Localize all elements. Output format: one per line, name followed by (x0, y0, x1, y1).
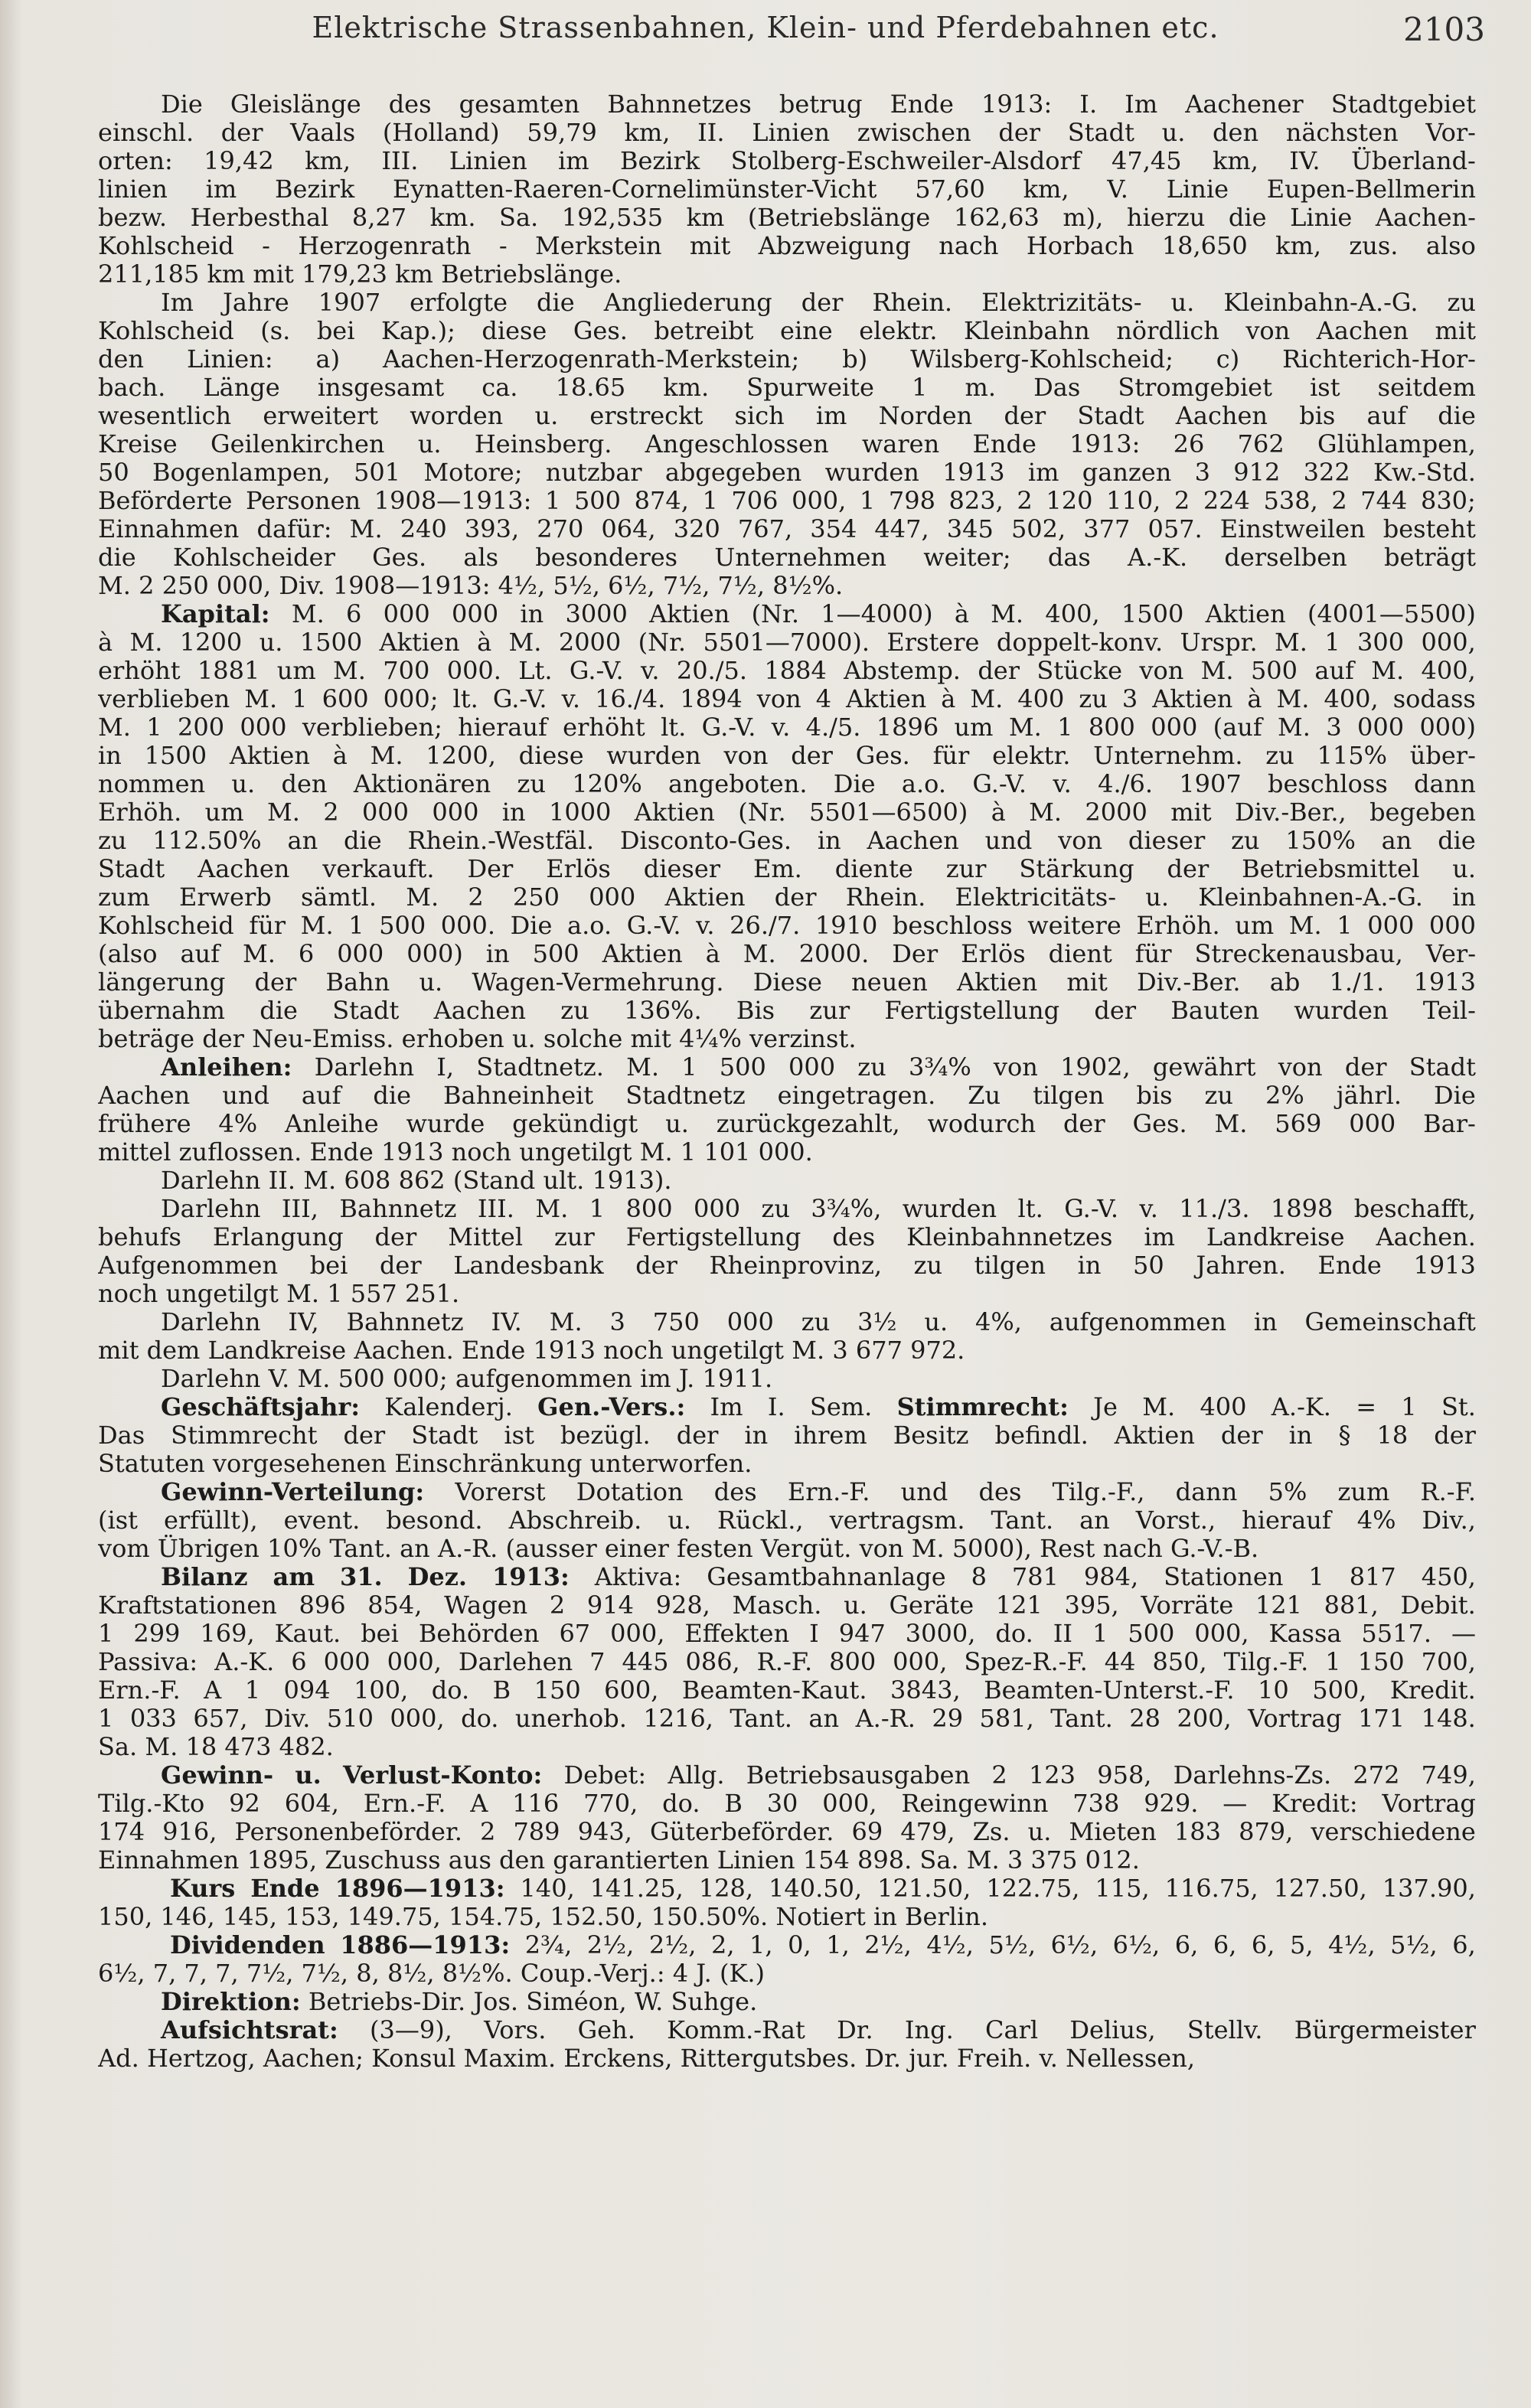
text-line: übernahm die Stadt Aachen zu 136%. Bis zur Fertigstellung der Bauten wurden Teil- (98, 997, 1476, 1025)
text-line: Einnahmen 1895, Zuschuss aus den garantierten Linien 154 898. Sa. M. 3 375 012. (98, 1846, 1140, 1875)
text-line: einschl. der Vaals (Holland) 59,79 km, II. Linien zwischen der Stadt u. den nächsten Vor- (98, 119, 1476, 147)
text-line: Kreise Geilenkirchen u. Heinsberg. Angeschlossen waren Ende 1913: 26 762 Glühlampen, (98, 430, 1476, 458)
text-line: bach. Länge insgesamt ca. 18.65 km. Spurweite 1 m. Das Stromgebiet ist seitdem (98, 374, 1476, 402)
text-line: mittel zuflossen. Ende 1913 noch ungetilgt M. 1 101 000. (98, 1138, 813, 1166)
text-line: erhöht 1881 um M. 700 000. Lt. G.-V. v. 20./5. 1884 Abstemp. der Stücke von M. 500 auf M. 400, (98, 657, 1476, 685)
text-line: zu 112.50% an die Rhein.-Westfäl. Disconto-Ges. in Aachen und von dieser zu 150% an die (98, 827, 1476, 855)
text-line: Darlehn V. M. 500 000; aufgenommen im J. 1911. (161, 1365, 773, 1393)
running-header (0, 11, 1531, 49)
text-line: 50 Bogenlampen, 501 Motore; nutzbar abgegeben wurden 1913 im ganzen 3 912 322 Kw.-Std. (98, 458, 1476, 487)
text-line: Darlehn III, Bahnnetz III. M. 1 800 000 zu 3¾%, wurden lt. G.-V. v. 11./3. 1898 beschafft, (161, 1195, 1476, 1223)
text-line: frühere 4% Anleihe wurde gekündigt u. zurückgezahlt, wodurch der Ges. M. 569 000 Bar- (98, 1110, 1476, 1138)
text-line: Die Gleislänge des gesamten Bahnnetzes betrug Ende 1913: I. Im Aachener Stadtgebiet (161, 90, 1476, 119)
text-line: (ist erfüllt), event. besond. Abschreib. u. Rückl., vertragsm. Tant. an Vorst., hierauf 4% Div., (98, 1506, 1476, 1535)
text-line: Kraftstationen 896 854, Wagen 2 914 928, Masch. u. Geräte 121 395, Vorräte 121 881, Debit. (98, 1591, 1476, 1620)
page-number: 2103 (1403, 11, 1485, 48)
text-line: Darlehn II. M. 608 862 (Stand ult. 1913). (161, 1166, 672, 1195)
text-line: Ad. Hertzog, Aachen; Konsul Maxim. Erckens, Rittergutsbes. Dr. jur. Freih. v. Nellessen, (98, 2044, 1195, 2073)
text-line: längerung der Bahn u. Wagen-Vermehrung. Diese neuen Aktien mit Div.-Ber. ab 1./1. 1913 (98, 968, 1476, 997)
text-line: Dividenden 1886—1913: 2¾, 2½, 2½, 2, 1, 0, 1, 2½, 4½, 5½, 6½, 6½, 6, 6, 6, 5, 4½, 5½, 6, (170, 1931, 1476, 1959)
text-line: Stadt Aachen verkauft. Der Erlös dieser Em. diente zur Stärkung der Betriebsmittel u. (98, 855, 1476, 883)
text-line: (also auf M. 6 000 000) in 500 Aktien à M. 2000. Der Erlös dient für Streckenausbau, Ver- (98, 940, 1476, 968)
text-line: nommen u. den Aktionären zu 120% angeboten. Die a.o. G.-V. v. 4./6. 1907 beschloss dann (98, 770, 1476, 798)
text-line: Kurs Ende 1896—1913: 140, 141.25, 128, 140.50, 121.50, 122.75, 115, 116.75, 127.50, 137.90, (170, 1875, 1476, 1903)
text-line: Ern.-F. A 1 094 100, do. B 150 600, Beamten-Kaut. 3843, Beamten-Unterst.-F. 10 500, Kredit. (98, 1676, 1476, 1705)
text-line: Darlehn IV, Bahnnetz IV. M. 3 750 000 zu 3½ u. 4%, aufgenommen in Gemeinschaft (161, 1308, 1476, 1336)
text-line: 1 299 169, Kaut. bei Behörden 67 000, Effekten I 947 3000, do. II 1 500 000, Kassa 5517. — (98, 1620, 1476, 1648)
text-line: vom Übrigen 10% Tant. an A.-R. (ausser einer festen Vergüt. von M. 5000), Rest nach G.-V.-B. (98, 1535, 1259, 1563)
text-line: Geschäftsjahr: Kalenderj. Gen.-Vers.: Im I. Sem. Stimmrecht: Je M. 400 A.-K. = 1 St. (161, 1393, 1476, 1421)
text-line: M. 2 250 000, Div. 1908—1913: 4½, 5½, 6½, 7½, 7½, 8½%. (98, 572, 844, 600)
text-line: behufs Erlangung der Mittel zur Fertigstellung des Kleinbahnnetzes im Landkreise Aachen. (98, 1223, 1476, 1251)
text-line: Aufgenommen bei der Landesbank der Rheinprovinz, zu tilgen in 50 Jahren. Ende 1913 (98, 1251, 1476, 1280)
text-line: Im Jahre 1907 erfolgte die Angliederung der Rhein. Elektrizitäts- u. Kleinbahn-A.-G. zu (161, 289, 1476, 317)
text-line: M. 1 200 000 verblieben; hierauf erhöht lt. G.-V. v. 4./5. 1896 um M. 1 800 000 (auf M. 3 000 000) (98, 713, 1476, 742)
text-line: verblieben M. 1 600 000; lt. G.-V. v. 16./4. 1894 von 4 Aktien à M. 400 zu 3 Aktien à M. 400, sodass (98, 685, 1476, 713)
text-line: den Linien: a) Aachen-Herzogenrath-Merkstein; b) Wilsberg-Kohlscheid; c) Richterich-Hor- (98, 345, 1476, 374)
text-line: noch ungetilgt M. 1 557 251. (98, 1280, 460, 1308)
text-line: Passiva: A.-K. 6 000 000, Darlehen 7 445 086, R.-F. 800 000, Spez-R.-F. 44 850, Tilg.-F. 1 150 700, (98, 1648, 1476, 1676)
text-line: Anleihen: Darlehn I, Stadtnetz. M. 1 500 000 zu 3¾% von 1902, gewährt von der Stadt (161, 1053, 1476, 1082)
text-line: Erhöh. um M. 2 000 000 in 1000 Aktien (Nr. 5501—6500) à M. 2000 mit Div.-Ber., begeben (98, 798, 1476, 827)
document-body (98, 90, 1476, 2073)
text-line: Einnahmen dafür: M. 240 393, 270 064, 320 767, 354 447, 345 502, 377 057. Einstweilen besteht (98, 515, 1476, 543)
text-line: beträge der Neu-Emiss. erhoben u. solche mit 4¼% verzinst. (98, 1025, 857, 1053)
text-line: zum Erwerb sämtl. M. 2 250 000 Aktien der Rhein. Elektricitäts- u. Kleinbahnen-A.-G. in (98, 883, 1476, 912)
text-line: orten: 19,42 km, III. Linien im Bezirk Stolberg-Eschweiler-Alsdorf 47,45 km, IV. Überland- (98, 147, 1476, 175)
text-line: Aufsichtsrat: (3—9), Vors. Geh. Komm.-Rat Dr. Ing. Carl Delius, Stellv. Bürgermeister (161, 2016, 1476, 2044)
text-line: Tilg.-Kto 92 604, Ern.-F. A 116 770, do. B 30 000, Reingewinn 738 929. — Kredit: Vortrag (98, 1790, 1476, 1818)
text-line: Gewinn- u. Verlust-Konto: Debet: Allg. Betriebsausgaben 2 123 958, Darlehns-Zs. 272 749, (161, 1761, 1476, 1790)
text-line: 6½, 7, 7, 7, 7½, 7½, 8, 8½, 8½%. Coup.-Verj.: 4 J. (K.) (98, 1959, 766, 1988)
running-title: Elektrische Strassenbahnen, Klein- und Pferdebahnen etc. (312, 11, 1219, 44)
text-line: Gewinn-Verteilung: Vorerst Dotation des Ern.-F. und des Tilg.-F., dann 5% zum R.-F. (161, 1478, 1476, 1506)
text-line: 1 033 657, Div. 510 000, do. unerhob. 1216, Tant. an A.-R. 29 581, Tant. 28 200, Vortrag 171 148. (98, 1705, 1476, 1733)
text-line: à M. 1200 u. 1500 Aktien à M. 2000 (Nr. 5501—7000). Erstere doppelt-konv. Urspr. M. 1 300 000, (98, 628, 1476, 657)
text-line: Kohlscheid (s. bei Kap.); diese Ges. betreibt eine elektr. Kleinbahn nördlich von Aachen mit (98, 317, 1476, 345)
text-line: Kapital: M. 6 000 000 in 3000 Aktien (Nr. 1—4000) à M. 400, 1500 Aktien (4001—5500) (161, 600, 1476, 628)
text-line: Sa. M. 18 473 482. (98, 1733, 334, 1761)
text-line: linien im Bezirk Eynatten-Raeren-Cornelimünster-Vicht 57,60 km, V. Linie Eupen-Bellmerin (98, 175, 1476, 204)
text-line: 211,185 km mit 179,23 km Betriebslänge. (98, 260, 622, 289)
text-line: die Kohlscheider Ges. als besonderes Unternehmen weiter; das A.-K. derselben beträgt (98, 543, 1476, 572)
text-line: 150, 146, 145, 153, 149.75, 154.75, 152.50, 150.50%. Notiert in Berlin. (98, 1903, 988, 1931)
text-line: Kohlscheid für M. 1 500 000. Die a.o. G.-V. v. 26./7. 1910 beschloss weitere Erhöh. um M. 1 000 000 (98, 912, 1476, 940)
text-line: bezw. Herbesthal 8,27 km. Sa. 192,535 km (Betriebslänge 162,63 m), hierzu die Linie Aachen- (98, 204, 1476, 232)
text-line: Direktion: Betriebs-Dir. Jos. Siméon, W. Suhge. (161, 1988, 758, 2016)
text-line: mit dem Landkreise Aachen. Ende 1913 noch ungetilgt M. 3 677 972. (98, 1336, 965, 1365)
text-line: in 1500 Aktien à M. 1200, diese wurden von der Ges. für elektr. Unternehm. zu 115% über- (98, 742, 1476, 770)
text-line: Kohlscheid - Herzogenrath - Merkstein mit Abzweigung nach Horbach 18,650 km, zus. also (98, 232, 1476, 260)
text-line: Bilanz am 31. Dez. 1913: Aktiva: Gesamtbahnanlage 8 781 984, Stationen 1 817 450, (161, 1563, 1476, 1591)
text-line: 174 916, Personenbeförder. 2 789 943, Güterbeförder. 69 479, Zs. u. Mieten 183 879, verschiedene (98, 1818, 1476, 1846)
text-line: Das Stimmrecht der Stadt ist bezügl. der in ihrem Besitz befindl. Aktien der in § 18 der (98, 1421, 1476, 1450)
text-line: Statuten vorgesehenen Einschränkung unterworfen. (98, 1450, 752, 1478)
text-line: Aachen und auf die Bahneinheit Stadtnetz eingetragen. Zu tilgen bis zu 2% jährl. Die (98, 1082, 1476, 1110)
text-line: wesentlich erweitert worden u. erstreckt sich im Norden der Stadt Aachen bis auf die (98, 402, 1476, 430)
text-line: Beförderte Personen 1908—1913: 1 500 874, 1 706 000, 1 798 823, 2 120 110, 2 224 538, 2 744 830; (98, 487, 1476, 515)
